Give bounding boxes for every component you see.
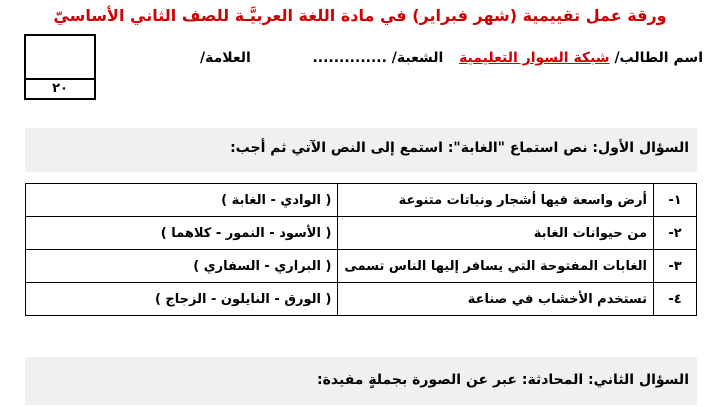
table-row <box>26 217 697 250</box>
item-options[interactable]: ( البراري - السفاري ) <box>26 250 338 283</box>
school-name: شبكة السوار التعليمية <box>459 50 610 66</box>
item-number: ٣- <box>654 250 697 283</box>
item-text: تستخدم الأخشاب في صناعة <box>338 283 654 316</box>
worksheet-title: ورقة عمل تقييمية (شهر فبراير) في مادة اللغة العربيَّـة للصف الثاني الأساسيّ <box>53 6 667 25</box>
item-options[interactable]: ( الورق - النايلون - الزجاج ) <box>26 283 338 316</box>
question2-title: السؤال الثاني: المحادثة: عبر عن الصورة بجملةٍ مفيدة: <box>25 357 697 405</box>
item-number: ٤- <box>654 283 697 316</box>
item-text: أرض واسعة فيها أشجار ونباتات متنوعة <box>338 184 654 217</box>
question1-table <box>25 183 697 316</box>
section-label: الشعبة/ .............. <box>312 50 444 66</box>
question1-title: السؤال الأول: نص استماع "الغابة": استمع إلى النص الآتي ثم أجب: <box>25 128 697 172</box>
score-max: ٢٠ <box>52 81 68 96</box>
item-options[interactable]: ( الأسود - النمور - كلاهما ) <box>26 217 338 250</box>
grade-label: العلامة/ <box>200 50 251 66</box>
item-options[interactable]: ( الوادي - الغابة ) <box>26 184 338 217</box>
student-info-line <box>312 50 703 66</box>
item-number: ١- <box>654 184 697 217</box>
score-divider <box>26 78 94 80</box>
table-row <box>26 184 697 217</box>
table-row <box>26 250 697 283</box>
item-text: الغابات المفتوحة التي يسافر إليها الناس تسمى <box>338 250 654 283</box>
item-text: من حيوانات الغابة <box>338 217 654 250</box>
student-name-label: اسم الطالب/ <box>614 50 703 66</box>
table-row <box>26 283 697 316</box>
score-box <box>24 34 96 100</box>
item-number: ٢- <box>654 217 697 250</box>
